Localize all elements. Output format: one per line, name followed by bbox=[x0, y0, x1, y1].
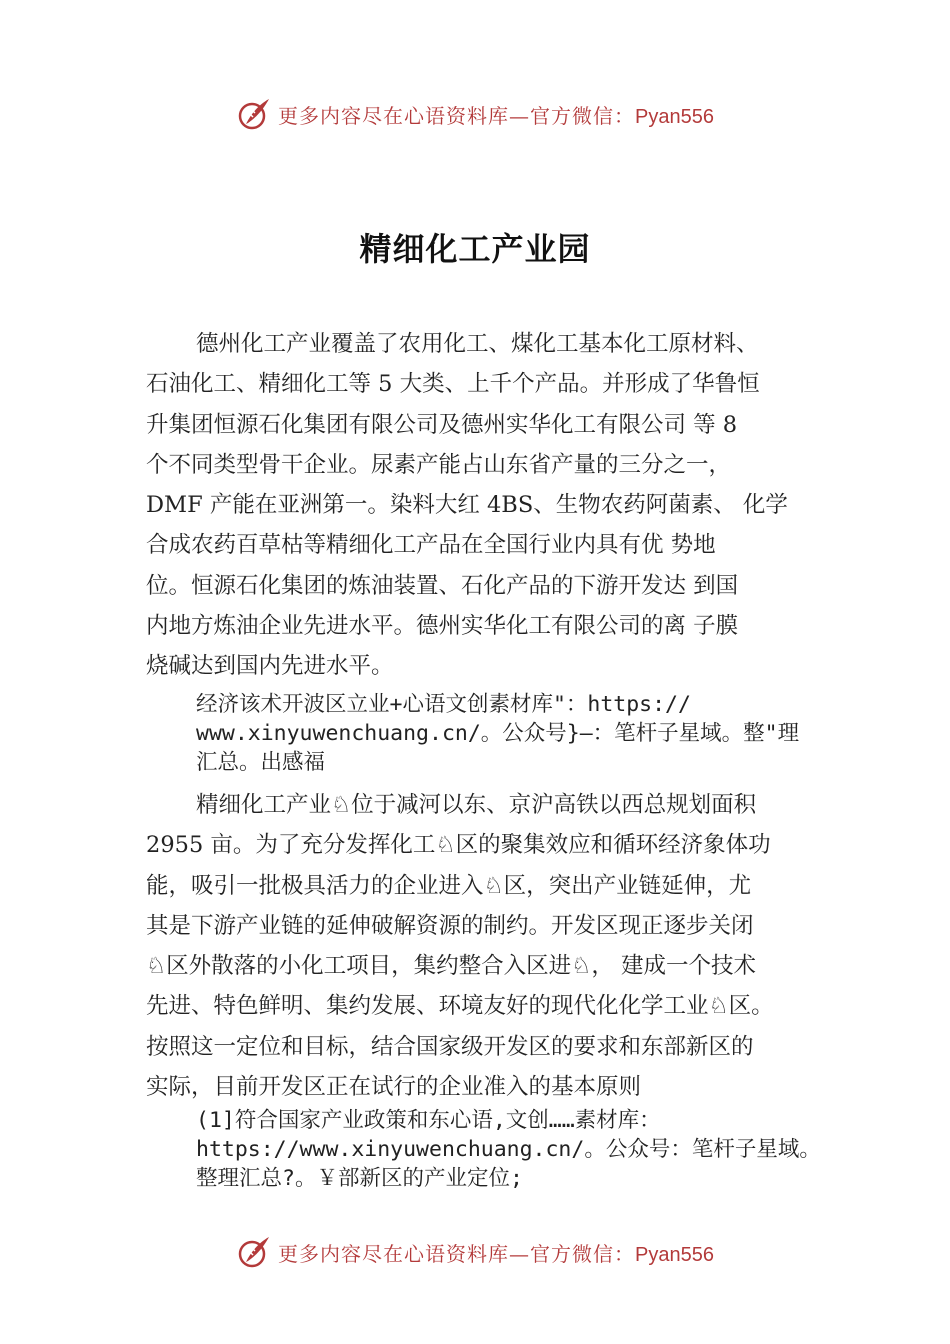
note-line: 整理汇总?。￥部新区的产业定位; bbox=[196, 1166, 523, 1191]
footer-banner-text: 更多内容尽在心语资料库—官方微信：Pyan556 bbox=[278, 1241, 714, 1266]
paragraph-line: DMF 产能在亚洲第一。染料大红 4BS、生物农药阿菌素、 化学 bbox=[146, 492, 788, 519]
note-line: 汇总。出感福 bbox=[196, 750, 326, 775]
quill-logo-icon bbox=[236, 1234, 272, 1270]
paragraph-line: 实际，目前开发区正在试行的企业准入的基本原则 bbox=[146, 1074, 642, 1101]
paragraph-line: 石油化工、精细化工等 5 大类、上千个产品。并形成了华鲁恒 bbox=[146, 371, 760, 398]
document-title: 精细化工产业园 bbox=[359, 230, 591, 268]
paragraph-line: 德州化工产业覆盖了农用化工、煤化工基本化工原材料、 bbox=[196, 331, 759, 357]
quill-logo-icon bbox=[236, 96, 272, 132]
paragraph-line: 其是下游产业链的延伸破解资源的制约。开发区现正逐步关闭 bbox=[146, 912, 754, 939]
note-line: www.xinyuwenchuang.cn/。公众号}—：笔杆子星域。整"理 bbox=[196, 721, 800, 746]
paragraph-line: 升集团恒源石化集团有限公司及德州实华化工有限公司 等 8 bbox=[146, 411, 738, 438]
paragraph-line: 位。恒源石化集团的炼油装置、石化产品的下游开发达 到国 bbox=[146, 572, 739, 599]
footer-banner bbox=[0, 1232, 950, 1272]
paragraph-line: 合成农药百草枯等精细化工产品在全国行业内具有优 势地 bbox=[146, 532, 716, 559]
paragraph-line: 能，吸引一批极具活力的企业进入♘区，突出产业链延伸，尤 bbox=[146, 872, 752, 899]
note-line: https://www.xinyuwenchuang.cn/。公众号：笔杆子星域。 bbox=[196, 1137, 821, 1162]
paragraph-line: 先进、特色鲜明、集约发展、环境友好的现代化化学工业♘区。 bbox=[146, 993, 774, 1020]
paragraph-line: 2955 亩。为了充分发挥化工♘区的聚集效应和循环经济象体功 bbox=[146, 832, 771, 859]
paragraph-line: 个不同类型骨干企业。尿素产能占山东省产量的三分之一， bbox=[146, 451, 732, 478]
paragraph-line: 按照这一定位和目标，结合国家级开发区的要求和东部新区的 bbox=[146, 1033, 754, 1060]
header-banner-text: 更多内容尽在心语资料库—官方微信：Pyan556 bbox=[278, 103, 714, 128]
footer-banner-handle: Pyan556 bbox=[635, 1243, 714, 1266]
paragraph-line: 内地方炼油企业先进水平。德州实华化工有限公司的离 子膜 bbox=[146, 613, 739, 640]
paragraph-line: ♘区外散落的小化工项目，集约整合入区进♘， 建成一个技术 bbox=[146, 953, 756, 980]
note-line: (1]符合国家产业政策和东心语,文创……素材库： bbox=[196, 1108, 661, 1133]
paragraph-line: 烧碱达到国内先进水平。 bbox=[146, 653, 394, 680]
watermark-note-2 bbox=[196, 1106, 856, 1193]
paragraph-line: 精细化工产业♘位于减河以东、京沪高铁以西总规划面积 bbox=[196, 792, 757, 818]
header-banner bbox=[0, 94, 950, 134]
body-paragraph-1 bbox=[146, 324, 826, 687]
note-line: 经济该术开波区立业+心语文创素材库"：https:// bbox=[196, 692, 691, 717]
watermark-note-1 bbox=[196, 690, 856, 777]
body-paragraph-2 bbox=[146, 785, 826, 1107]
header-banner-handle: Pyan556 bbox=[635, 105, 714, 128]
